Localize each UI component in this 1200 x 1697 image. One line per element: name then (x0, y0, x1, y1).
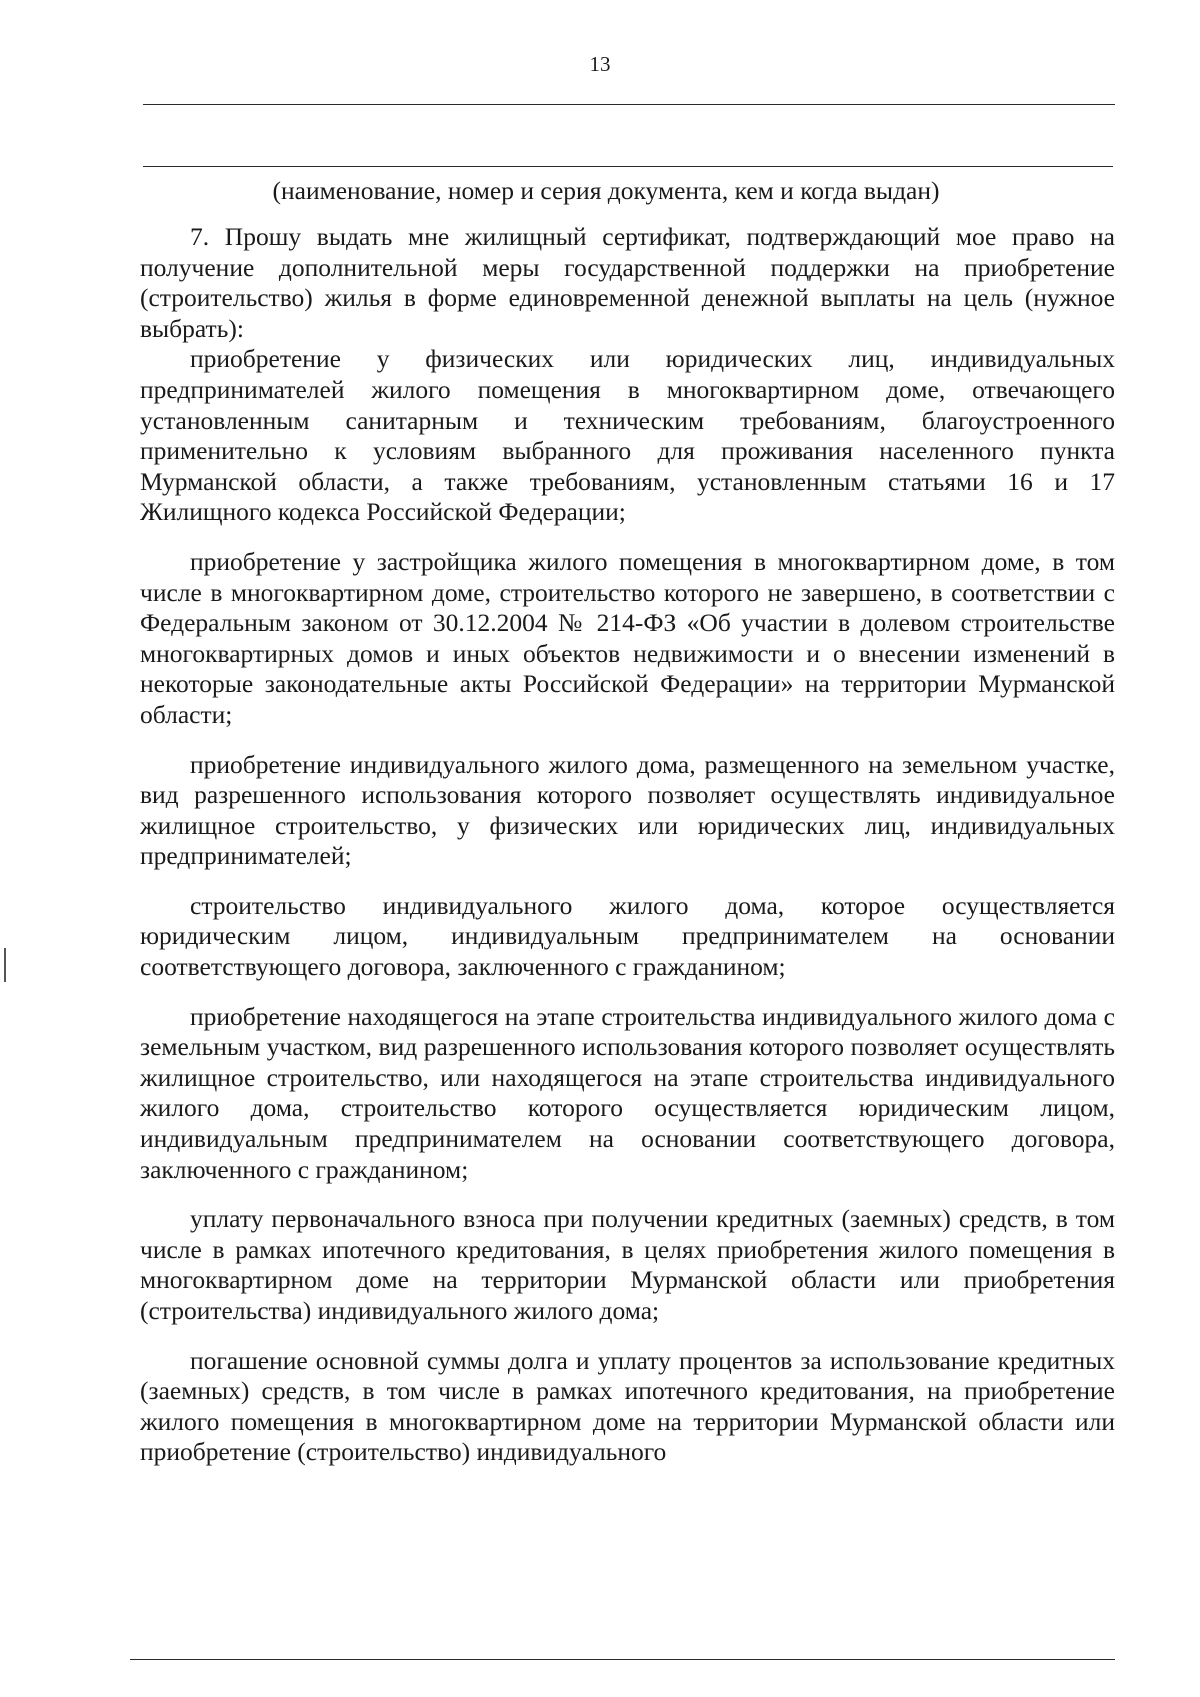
blank-line-1 (143, 104, 1115, 105)
paragraph-request: 7. Прошу выдать мне жилищный сертификат, подтверждающий мое право на получение дополнительной меры государственной поддержки на приобретение (строительство) жилья в форме единовременной денежной выплаты на цель (нужное выбрать): (140, 222, 1115, 343)
blank-line-2 (143, 166, 1113, 167)
scan-artifact-mark (4, 948, 6, 982)
document-body (140, 222, 1115, 1468)
paragraph-option-1: приобретение у физических или юридических лиц, индивидуальных предпринимателей жилого помещения в многоквартирном доме, отвечающего установленным санитарным и техническим требованиям, благоустроенного применительно к условиям выбранного для проживания населенного пункта Мурманской области, а также требованиям, установленным статьями 16 и 17 Жилищного кодекса Российской Федерации; (140, 344, 1115, 527)
paragraph-option-2: приобретение у застройщика жилого помещения в многоквартирном доме, в том числе в многоквартирном доме, строительство которого не завершено, в соответствии с Федеральным законом от 30.12.2004 № 214-ФЗ «Об участии в долевом строительстве многоквартирных домов и иных объектов недвижимости и о внесении изменений в некоторые законодательные акты Российской Федерации» на территории Мурманской области; (140, 546, 1115, 729)
document-field-caption: (наименование, номер и серия документа, кем и когда выдан) (272, 176, 940, 205)
page-number: 13 (589, 52, 611, 76)
paragraph-option-7: погашение основной суммы долга и уплату процентов за использование кредитных (заемных) средств, в том числе в рамках ипотечного кредитования, на приобретение жилого помещения в многоквартирном доме на территории Мурманской области или приобретение (строительство) индивидуального (140, 1345, 1115, 1467)
bottom-rule (130, 1659, 1115, 1660)
paragraph-option-3: приобретение индивидуального жилого дома, размещенного на земельном участке, вид разрешенного использования которого позволяет осуществлять индивидуальное жилищное строительство, у физических или юридических лиц, индивидуальных предпринимателей; (140, 749, 1115, 871)
paragraph-option-5: приобретение находящегося на этапе строительства индивидуального жилого дома с земельным участком, вид разрешенного использования которого позволяет осуществлять жилищное строительство, или находящегося на этапе строительства индивидуального жилого дома, строительство которого осуществляется юридическим лицом, индивидуальным предпринимателем на основании соответствующего договора, заключенного с гражданином; (140, 1001, 1115, 1184)
paragraph-option-6: уплату первоначального взноса при получении кредитных (заемных) средств, в том числе в рамках ипотечного кредитования, в целях приобретения жилого помещения в многоквартирном доме на территории Мурманской области или приобретения (строительства) индивидуального жилого дома; (140, 1204, 1115, 1325)
paragraph-option-4: строительство индивидуального жилого дома, которое осуществляется юридическим лицом, индивидуальным предпринимателем на основании соответствующего договора, заключенного с гражданином; (140, 890, 1115, 982)
